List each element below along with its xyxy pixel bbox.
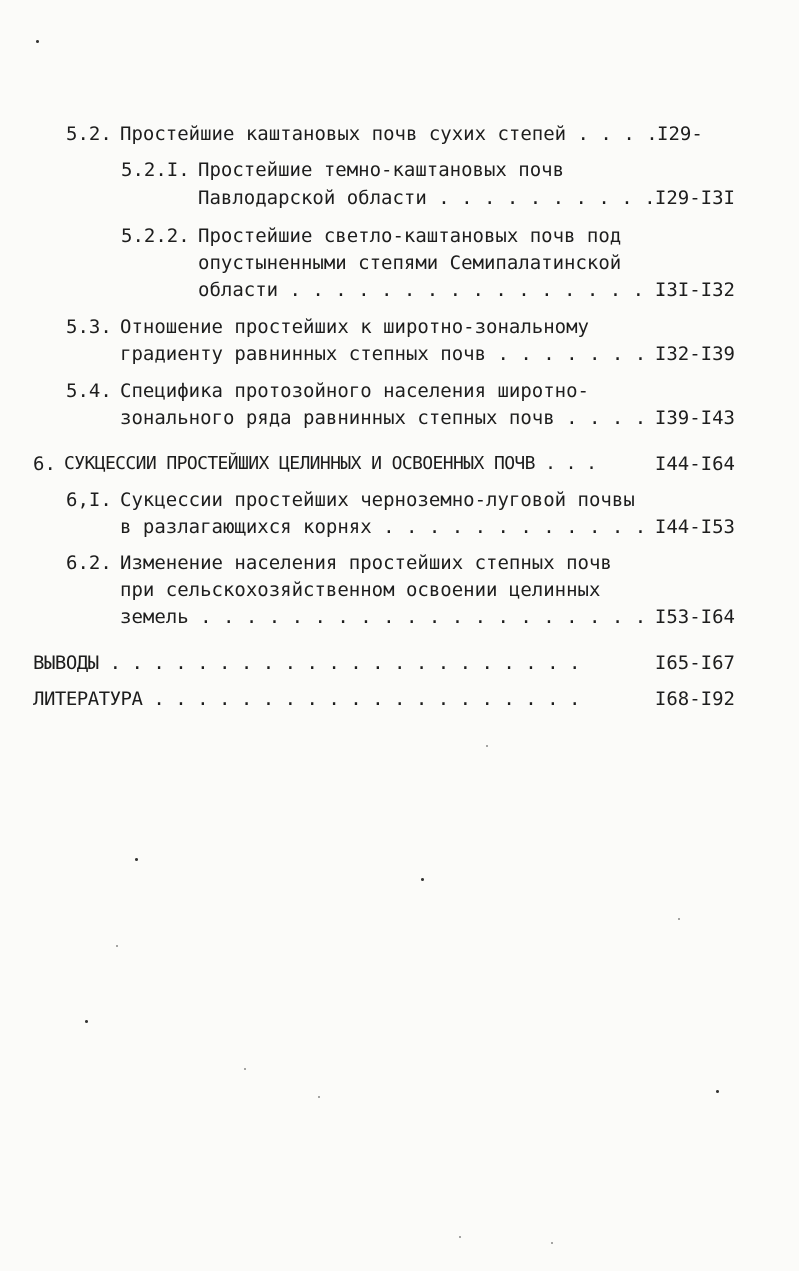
scan-speck — [459, 1236, 461, 1238]
toc-title-line: области . . . . . . . . . . . . . . . . . — [198, 279, 667, 301]
toc-title-line: Простейшие темно-каштановых почв — [198, 159, 565, 181]
toc-title-line: Павлодарской области . . . . . . . . . . — [198, 187, 656, 209]
toc-page-range: I32-I39 — [654, 343, 735, 365]
toc-title-line: Простейшие каштановых почв сухих степей . . . . — [120, 123, 658, 145]
toc-title-line: Специфика протозойного населения широтно- — [120, 380, 589, 402]
toc-title-line: Отношение простейших к широтно-зональному — [120, 316, 589, 338]
scan-speck — [318, 1096, 320, 1098]
toc-page-range: I65-I67 — [654, 652, 735, 674]
scan-speck — [135, 858, 138, 861]
toc-number: 5.2.2. — [121, 225, 190, 247]
toc-page-range: I44-I64 — [654, 453, 735, 475]
toc-title-line: градиенту равнинных степных почв . . . . . . . — [120, 343, 647, 365]
toc-number: 6,I. — [66, 489, 112, 511]
scan-speck — [716, 1090, 719, 1093]
toc-page-range: I29-I3I — [654, 187, 735, 209]
toc-number: 5.2. — [66, 123, 112, 145]
toc-number: 6. — [33, 453, 56, 475]
toc-number: 5.3. — [66, 316, 112, 338]
scan-speck — [36, 40, 39, 43]
toc-number: 5.4. — [66, 380, 112, 402]
scan-speck — [551, 1242, 553, 1244]
toc-title-line: при сельскохозяйственном освоении целинных — [120, 579, 601, 601]
toc-page-range: I3I-I32 — [654, 279, 735, 301]
scan-speck — [244, 1068, 246, 1070]
toc-number: 5.2.I. — [121, 159, 190, 181]
toc-page-range: I53-I64 — [654, 606, 735, 628]
scan-speck — [85, 1020, 88, 1023]
toc-title-line: зонального ряда равнинных степных почв . . . . — [120, 407, 647, 429]
toc-title-line: земель . . . . . . . . . . . . . . . . . . . . — [120, 606, 647, 628]
toc-page-range: I39-I43 — [654, 407, 735, 429]
toc-title-line: СУКЦЕССИИ ПРОСТЕЙШИХ ЦЕЛИННЫХ И ОСВОЕННЫХ ПОЧВ . . . — [64, 453, 597, 474]
toc-page-range: I44-I53 — [654, 516, 735, 538]
toc-title-line: в разлагающихся корнях . . . . . . . . . . . . — [120, 516, 647, 538]
toc-number: 6.2. — [66, 552, 112, 574]
toc-title-line: Сукцессии простейших черноземно-луговой почвы — [120, 489, 635, 511]
scan-speck — [116, 945, 118, 947]
toc-title-line: ЛИТЕРАТУРА . . . . . . . . . . . . . . . . . . . . — [33, 688, 580, 710]
toc-title-line: опустыненными степями Семипалатинской — [198, 252, 622, 274]
toc-title-line: Изменение населения простейших степных почв — [120, 552, 612, 574]
toc-page-range: I68-I92 — [654, 688, 735, 710]
scan-speck — [678, 918, 680, 920]
scan-speck — [486, 745, 488, 747]
scan-speck — [421, 878, 424, 881]
toc-title-line: Простейшие светло-каштановых почв под — [198, 225, 622, 247]
toc-page-range: I29- — [657, 123, 703, 145]
toc-title-line: ВЫВОДЫ . . . . . . . . . . . . . . . . . . . . . . — [33, 652, 580, 674]
